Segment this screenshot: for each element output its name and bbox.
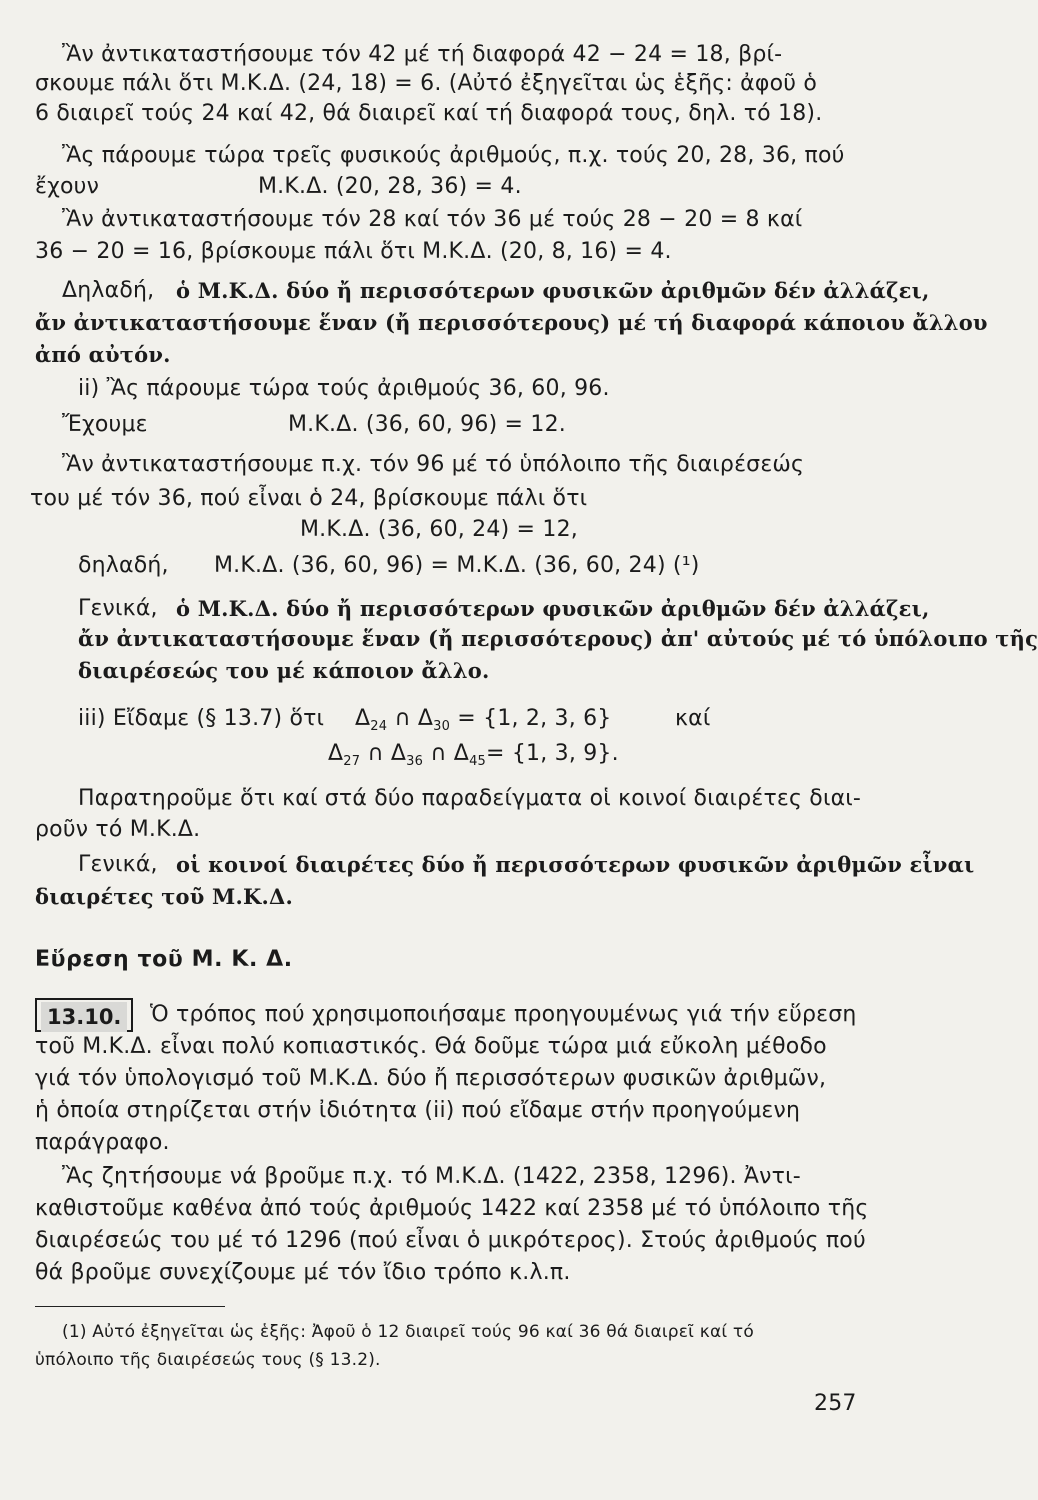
formula: Μ.Κ.Δ. (36, 60, 96) = Μ.Κ.Δ. (36, 60, 24) (¹) [214, 553, 700, 578]
symbol: ∩ Δ [423, 741, 470, 766]
symbol: = {1, 2, 3, 6} [450, 706, 612, 731]
page-number: 257 [814, 1391, 857, 1416]
section-heading: Εὕρεση τοῦ Μ. Κ. Δ. [35, 947, 293, 972]
text-line: Παρατηροῦμε ὅτι καί στά δύο παραδείγματα οἱ κοινοί διαιρέτες διαι- [78, 786, 862, 811]
bold-statement: ὁ Μ.Κ.Δ. δύο ἤ περισσότερων φυσικῶν ἀριθμῶν δέν ἀλλάζει, [176, 596, 930, 621]
text-line: Ἂς ζητήσουμε νά βροῦμε π.χ. τό Μ.Κ.Δ. (1422, 2358, 1296). Ἀντι- [62, 1164, 801, 1189]
text-line: Ἂν ἀντικαταστήσουμε τόν 42 μέ τή διαφορά 42 − 24 = 18, βρί- [62, 42, 783, 67]
formula [355, 704, 611, 742]
formula [328, 739, 619, 777]
text-line: τοῦ Μ.Κ.Δ. εἶναι πολύ κοπιαστικός. Θά δοῦμε τώρα μιά εὔκολη μέθοδο [35, 1034, 827, 1059]
text-line: γιά τόν ὑπολογισμό τοῦ Μ.Κ.Δ. δύο ἤ περισσότερων φυσικῶν ἀριθμῶν, [35, 1066, 827, 1091]
text-line: 36 − 20 = 16, βρίσκουμε πάλι ὅτι Μ.Κ.Δ. (20, 8, 16) = 4. [35, 239, 672, 264]
text-line: Ἂν ἀντικαταστήσουμε π.χ. τόν 96 μέ τό ὑπόλοιπο τῆς διαιρέσεώς [62, 452, 805, 477]
text-line: δηλαδή, [78, 553, 169, 578]
subscript: 36 [406, 754, 424, 769]
subscript: 24 [370, 719, 388, 734]
text-line: iii) Εἴδαμε (§ 13.7) ὅτι [78, 706, 325, 731]
text-line: Γενικά, [78, 596, 158, 621]
text-line: Ἂς πάρουμε τώρα τρεῖς φυσικούς ἀριθμούς, π.χ. τούς 20, 28, 36, πού [62, 143, 845, 168]
bold-statement: διαιρέσεώς του μέ κάποιον ἄλλο. [78, 658, 490, 683]
text-line: θά βροῦμε συνεχίζουμε μέ τόν ἴδιο τρόπο κ.λ.π. [35, 1260, 571, 1285]
text-line: σκουμε πάλι ὅτι Μ.Κ.Δ. (24, 18) = 6. (Αὐτό ἐξηγεῖται ὡς ἑξῆς: ἀφοῦ ὁ [35, 71, 818, 96]
text-line: ii) Ἂς πάρουμε τώρα τούς ἀριθμούς 36, 60, 96. [78, 376, 610, 401]
bold-statement: ἀπό αὐτόν. [35, 342, 171, 367]
symbol: = {1, 3, 9}. [486, 741, 619, 766]
text-line: του μέ τόν 36, πού εἶναι ὁ 24, βρίσκουμε πάλι ὅτι [30, 486, 588, 511]
subscript: 45 [469, 754, 487, 769]
text-line: Δηλαδή, [62, 278, 155, 303]
formula: Μ.Κ.Δ. (20, 28, 36) = 4. [258, 174, 522, 199]
bold-statement: ὁ Μ.Κ.Δ. δύο ἤ περισσότερων φυσικῶν ἀριθμῶν δέν ἀλλάζει, [176, 278, 930, 303]
section-number-box [35, 998, 133, 1032]
bold-statement: διαιρέτες τοῦ Μ.Κ.Δ. [35, 884, 293, 909]
text-line: Ἂν ἀντικαταστήσουμε τόν 28 καί τόν 36 μέ τούς 28 − 20 = 8 καί [62, 207, 803, 232]
text-line: παράγραφο. [35, 1130, 170, 1155]
subscript: 27 [343, 754, 361, 769]
footnote-line: (1) Αὐτό ἐξηγεῖται ὡς ἑξῆς: Ἀφοῦ ὁ 12 διαιρεῖ τούς 96 καί 36 θά διαιρεῖ καί τό [62, 1322, 754, 1342]
subscript: 30 [433, 719, 451, 734]
section-number: 13.10. [41, 1002, 127, 1032]
text-line: διαιρέσεώς του μέ τό 1296 (πού εἶναι ὁ μικρότερος). Στούς ἀριθμούς πού [35, 1228, 866, 1253]
text-line: καθιστοῦμε καθένα ἀπό τούς ἀριθμούς 1422 καί 2358 μέ τό ὑπόλοιπο τῆς [35, 1196, 869, 1221]
bold-statement: ἄν ἀντικαταστήσουμε ἕναν (ἤ περισσότερους) μέ τή διαφορά κάποιου ἄλλου [35, 310, 988, 335]
formula: Μ.Κ.Δ. (36, 60, 24) = 12, [300, 517, 578, 542]
text-line: Γενικά, [78, 852, 158, 877]
footnote-line: ὑπόλοιπο τῆς διαιρέσεώς τους (§ 13.2). [35, 1350, 381, 1370]
text-line: ἡ ὁποία στηρίζεται στήν ἰδιότητα (ii) πού εἴδαμε στήν προηγούμενη [35, 1098, 801, 1123]
text-line: Ἔχουμε [62, 412, 148, 437]
bold-statement: ἄν ἀντικαταστήσουμε ἕναν (ἤ περισσότερους) ἀπ' αὐτούς μέ τό ὑπόλοιπο τῆς [78, 626, 1038, 651]
text-line: ἔχουν [35, 174, 100, 199]
text-line: Ὁ τρόπος πού χρησιμοποιήσαμε προηγουμένως γιά τήν εὕρεση [150, 1002, 857, 1027]
symbol: Δ [328, 741, 344, 766]
symbol: ∩ Δ [387, 706, 434, 731]
text-line: καί [675, 706, 711, 731]
symbol: Δ [355, 706, 371, 731]
bold-statement: οἱ κοινοί διαιρέτες δύο ἤ περισσότερων φυσικῶν ἀριθμῶν εἶναι [176, 852, 975, 877]
symbol: ∩ Δ [360, 741, 407, 766]
formula: Μ.Κ.Δ. (36, 60, 96) = 12. [288, 412, 566, 437]
footnote-divider [35, 1306, 225, 1307]
text-line: 6 διαιρεῖ τούς 24 καί 42, θά διαιρεῖ καί τή διαφορά τους, δηλ. τό 18). [35, 101, 823, 126]
text-line: ροῦν τό Μ.Κ.Δ. [35, 817, 201, 842]
